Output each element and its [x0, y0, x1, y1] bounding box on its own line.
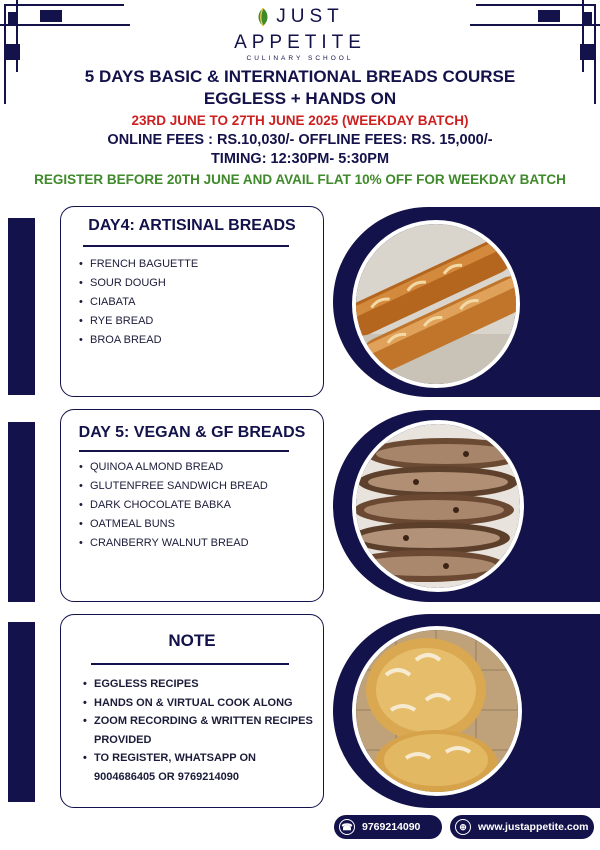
note-card — [60, 614, 324, 808]
note-title: NOTE — [168, 631, 216, 650]
brand-name-line2: APPETITE — [234, 32, 366, 53]
website-link[interactable] — [450, 815, 594, 839]
divider — [83, 245, 289, 247]
list-item: • CIABATA — [79, 293, 198, 312]
list-item: • EGGLESS RECIPES — [83, 675, 313, 694]
section-accent-bar — [8, 422, 35, 602]
section-accent-bar — [8, 218, 35, 395]
section-accent-bar — [8, 622, 35, 802]
list-item: • CRANBERRY WALNUT BREAD — [79, 534, 268, 553]
list-item: • FRENCH BAGUETTE — [79, 255, 198, 274]
early-bird-offer: REGISTER BEFORE 20TH JUNE AND AVAIL FLAT 10% OFF FOR WEEKDAY BATCH — [34, 172, 566, 187]
brand-logo — [0, 6, 600, 62]
divider — [79, 450, 289, 452]
day4-title: DAY4: ARTISINAL BREADS — [88, 217, 296, 234]
list-item: • HANDS ON & VIRTUAL COOK ALONG — [83, 694, 313, 713]
course-subtitle: EGGLESS + HANDS ON — [203, 89, 397, 108]
list-item: • BROA BREAD — [79, 331, 198, 350]
day4-card — [60, 206, 324, 397]
phone-number: 9769214090 — [362, 821, 421, 833]
list-item-continuation: PROVIDED — [94, 733, 152, 746]
course-timing: TIMING: 12:30PM- 5:30PM — [210, 151, 390, 167]
day5-title: DAY 5: VEGAN & GF BREADS — [78, 424, 306, 441]
list-item: • TO REGISTER, WHATSAPP ON — [83, 749, 313, 768]
list-item: • ZOOM RECORDING & WRITTEN RECIPES — [83, 712, 313, 731]
globe-icon: ⊕ — [455, 819, 471, 835]
list-item: • OATMEAL BUNS — [79, 515, 268, 534]
brand-name-line1: JUST — [276, 6, 344, 27]
website-url: www.justappetite.com — [478, 821, 589, 833]
sliced-bread-photo — [352, 420, 524, 592]
divider — [91, 663, 289, 665]
list-item: • QUINOA ALMOND BREAD — [79, 458, 268, 477]
round-bread-photo — [352, 626, 522, 796]
list-item: • RYE BREAD — [79, 312, 198, 331]
note-list — [83, 675, 313, 786]
course-dates: 23RD JUNE TO 27TH JUNE 2025 (WEEKDAY BATCH) — [131, 113, 469, 128]
phone-contact[interactable] — [334, 815, 442, 839]
list-item-continuation: 9004686405 OR 9769214090 — [94, 770, 239, 783]
leaf-icon — [256, 7, 270, 27]
course-title: 5 DAYS BASIC & INTERNATIONAL BREADS COURSE — [84, 67, 516, 86]
day5-card — [60, 409, 324, 602]
list-item: • DARK CHOCOLATE BABKA — [79, 496, 268, 515]
phone-icon: ☎ — [339, 819, 355, 835]
baguette-photo — [352, 220, 520, 388]
list-item: • SOUR DOUGH — [79, 274, 198, 293]
day4-list — [79, 255, 198, 350]
day5-list — [79, 458, 268, 553]
course-fees: ONLINE FEES : RS.10,030/- OFFLINE FEES: RS. 15,000/- — [107, 132, 493, 148]
brand-tagline: CULINARY SCHOOL — [246, 55, 354, 62]
list-item: • GLUTENFREE SANDWICH BREAD — [79, 477, 268, 496]
